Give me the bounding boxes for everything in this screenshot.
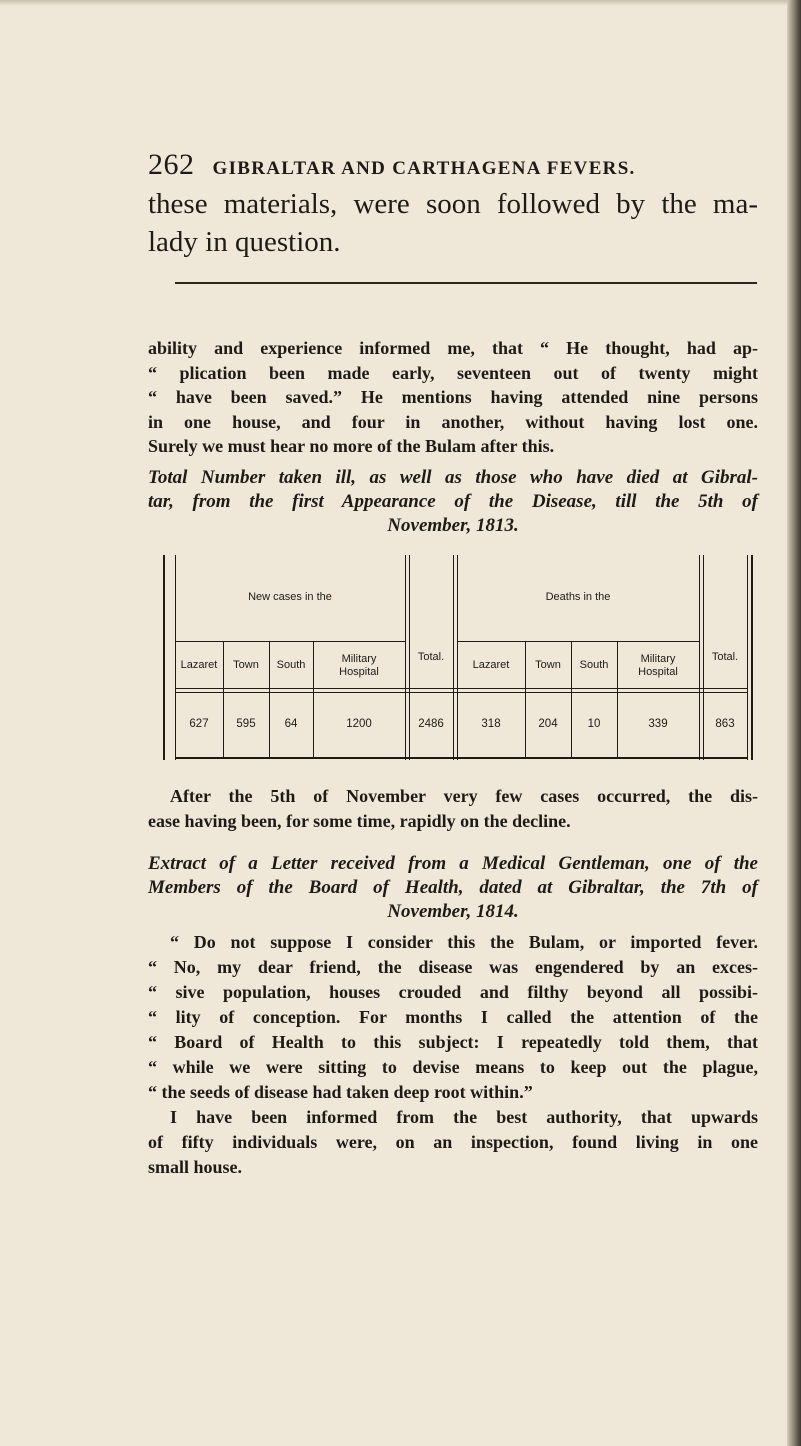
col-military-line-1: Military (341, 653, 377, 665)
paragraph-line: After the 5th of November very few cases occurred, the dis- (170, 786, 758, 806)
col-deaths-south: South (579, 659, 609, 671)
cases-total: 2486 (418, 718, 444, 730)
letter-line: “ Do not suppose I consider this the Bulam, or imported fever. (170, 932, 758, 952)
letter-line: “ No, my dear friend, the disease was engendered by an exces- (148, 957, 758, 977)
header-total-cases: Total. (417, 651, 445, 663)
paragraph-after-november (148, 784, 758, 833)
page-number: 262 (148, 148, 195, 181)
paragraph-line: small house. (148, 1157, 243, 1177)
running-header (148, 148, 788, 182)
caption-line: Extract of a Letter received from a Medical Gentleman, one of the (148, 853, 758, 874)
letter-line: “ Board of Health to this subject: I repeatedly told them, that (148, 1032, 758, 1052)
paragraph-ability (148, 336, 758, 459)
intro-line-2: lady in question. (148, 226, 341, 258)
header-deaths: Deaths in the (545, 591, 611, 603)
paragraph-closing (148, 1105, 758, 1180)
paragraph-line: in one house, and four in another, without having lost one. (148, 411, 758, 432)
col-town: Town (233, 659, 259, 671)
col-military-line-2: Hospital (638, 666, 678, 678)
letter-line: “ lity of conception. For months I called the attention of the (148, 1007, 758, 1027)
letter-quote (148, 930, 758, 1105)
cases-lazaret: 627 (189, 718, 209, 730)
caption-line: November, 1814. (387, 901, 519, 922)
letter-line: “ the seeds of disease had taken deep root within.” (148, 1082, 533, 1102)
statistics-table (155, 555, 765, 760)
paragraph-line: Surely we must hear no more of the Bulam after this. (148, 436, 555, 456)
deaths-total: 863 (715, 718, 735, 730)
paragraph-line: of fifty individuals were, on an inspection, found living in one (148, 1132, 758, 1152)
col-lazaret: Lazaret (180, 659, 218, 671)
col-deaths-military-hospital (617, 653, 699, 679)
caption-line: Members of the Board of Health, dated at Gibraltar, the 7th of (148, 877, 758, 898)
deaths-town: 204 (538, 718, 558, 730)
paragraph-line: ease having been, for some time, rapidly on the decline. (148, 810, 571, 831)
paragraph-line: “ have been saved.” He mentions having attended nine persons (148, 387, 758, 407)
col-military-line-2: Hospital (339, 666, 379, 678)
page-top-shadow (0, 0, 801, 6)
paragraph-line: I have been informed from the best authority, that upwards (170, 1107, 758, 1127)
col-south: South (276, 659, 306, 671)
caption-line: November, 1813. (387, 515, 519, 536)
col-deaths-town: Town (535, 659, 561, 671)
deaths-lazaret: 318 (481, 718, 501, 730)
col-deaths-lazaret: Lazaret (472, 659, 510, 671)
cases-south: 64 (284, 718, 298, 730)
col-military-line-1: Military (640, 653, 676, 665)
header-total-deaths: Total. (711, 651, 739, 663)
running-head-title: GIBRALTAR AND CARTHAGENA FEVERS. (212, 158, 636, 179)
page-binding-shadow (787, 0, 801, 1446)
paragraph-line: ability and experience informed me, that “ He thought, had ap- (148, 338, 758, 358)
section-divider (175, 282, 757, 284)
caption-line: Total Number taken ill, as well as those who have died at Gibral- (148, 467, 758, 488)
paragraph-line: “ plication been made early, seventeen out of twenty might (148, 362, 758, 383)
cases-military: 1200 (346, 718, 372, 730)
col-military-hospital (313, 653, 405, 679)
header-new-cases: New cases in the (248, 591, 332, 603)
deaths-military: 339 (648, 718, 668, 730)
table-caption (148, 466, 758, 538)
cases-town: 595 (236, 718, 256, 730)
deaths-south: 10 (587, 718, 601, 730)
intro-line-1: these materials, were soon followed by the ma- (148, 188, 758, 220)
letter-line: “ while we were sitting to devise means to keep out the plague, (148, 1057, 758, 1077)
extract-caption (148, 852, 758, 924)
letter-line: “ sive population, houses crouded and filthy beyond all possibi- (148, 982, 758, 1002)
caption-line: tar, from the first Appearance of the Disease, till the 5th of (148, 491, 758, 512)
